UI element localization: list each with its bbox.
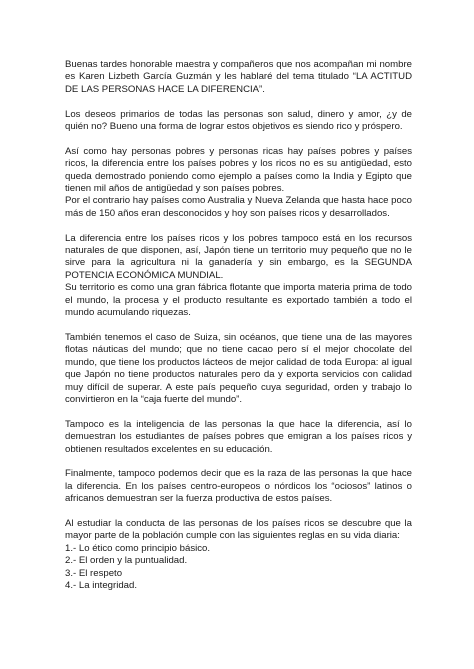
paragraph-gap (65, 96, 412, 108)
paragraph-raza: Finalmente, tampoco podemos decir que es la raza de las personas la que hace la diferencia. En los países centro-europeos o nórdicos los “ociosos” latinos o africanos demuestran ser la fuerza productiva de estos países. (65, 468, 412, 505)
paragraph-inteligencia: Tampoco es la inteligencia de las personas la que hace la diferencia, así lo demuestran los estudiantes de países pobres que emigran a los países ricos y obtienen resultados excelentes en su educación. (65, 418, 412, 455)
document-page (65, 59, 412, 592)
list-item: 2.- El orden y la puntualidad. (65, 555, 188, 567)
paragraph-australia: Por el contrario hay países como Australia y Nueva Zelanda que hasta hace poco más de 150 años eran desconocidos y hoy son países ricos y desarrollados. (65, 195, 412, 219)
list-item: 1.- Lo ético como principio básico. (65, 542, 211, 554)
paragraph-gap (65, 220, 412, 232)
paragraph-fabrica: Su territorio es como una gran fábrica flotante que importa materia prima de todo el mundo, la procesa y el producto resultante es exportado también a todo el mundo acumulando riquezas. (65, 282, 412, 319)
paragraph-conducta: Al estudiar la conducta de las personas de los países ricos se descubre que la mayor parte de la población cumple con las siguientes reglas en su vida diaria: (65, 517, 412, 542)
paragraph-gap (65, 406, 412, 418)
paragraph-gap (65, 506, 412, 518)
list-item: 3.- El respeto (65, 567, 123, 579)
paragraph-japon: La diferencia entre los países ricos y los pobres tampoco está en los recursos naturales de que disponen, así, Japón tiene un territorio muy pequeño que no le sirve para la agricultura ni la ganadería y sin embargo, es la SEGUNDA POTENCIA ECONÓMICA MUNDIAL. (65, 232, 412, 281)
paragraph-deseos: Los deseos primarios de todas las personas son salud, dinero y amor, ¿y de quién no? Bueno una forma de lograr estos objetivos es siendo rico y próspero. (65, 108, 412, 133)
paragraph-suiza: También tenemos el caso de Suiza, sin océanos, que tiene una de las mayores flotas náuticas del mundo; que no tiene cacao pero sí el mejor chocolate del mundo, que tiene los productos lácteos de mejor calidad de toda Europa: al igual que Japón no tiene productos naturales pero da y exporta servicios con calidad muy difícil de superar. A este país pequeño cuya seguridad, orden y trabajo lo convirtieron en la “caja fuerte del mundo”. (65, 331, 412, 405)
paragraph-gap (65, 133, 412, 145)
paragraph-gap (65, 319, 412, 331)
paragraph-gap (65, 456, 412, 468)
paragraph-intro: Buenas tardes honorable maestra y compañeros que nos acompañan mi nombre es Karen Lizbeth García Guzmán y les hablaré del tema titulado “LA ACTITUD DE LAS PERSONAS HACE LA DIFERENCIA”. (65, 59, 412, 95)
list-item: 4.- La integridad. (65, 579, 137, 591)
paragraph-antiguedad: Así como hay personas pobres y personas ricas hay países pobres y países ricos, la diferencia entre los países pobres y los ricos no es su antigüedad, esto queda demostrado poniendo como ejemplo a países como la India y Egipto que tienen mil años de antigüedad y son países pobres. (65, 145, 412, 195)
